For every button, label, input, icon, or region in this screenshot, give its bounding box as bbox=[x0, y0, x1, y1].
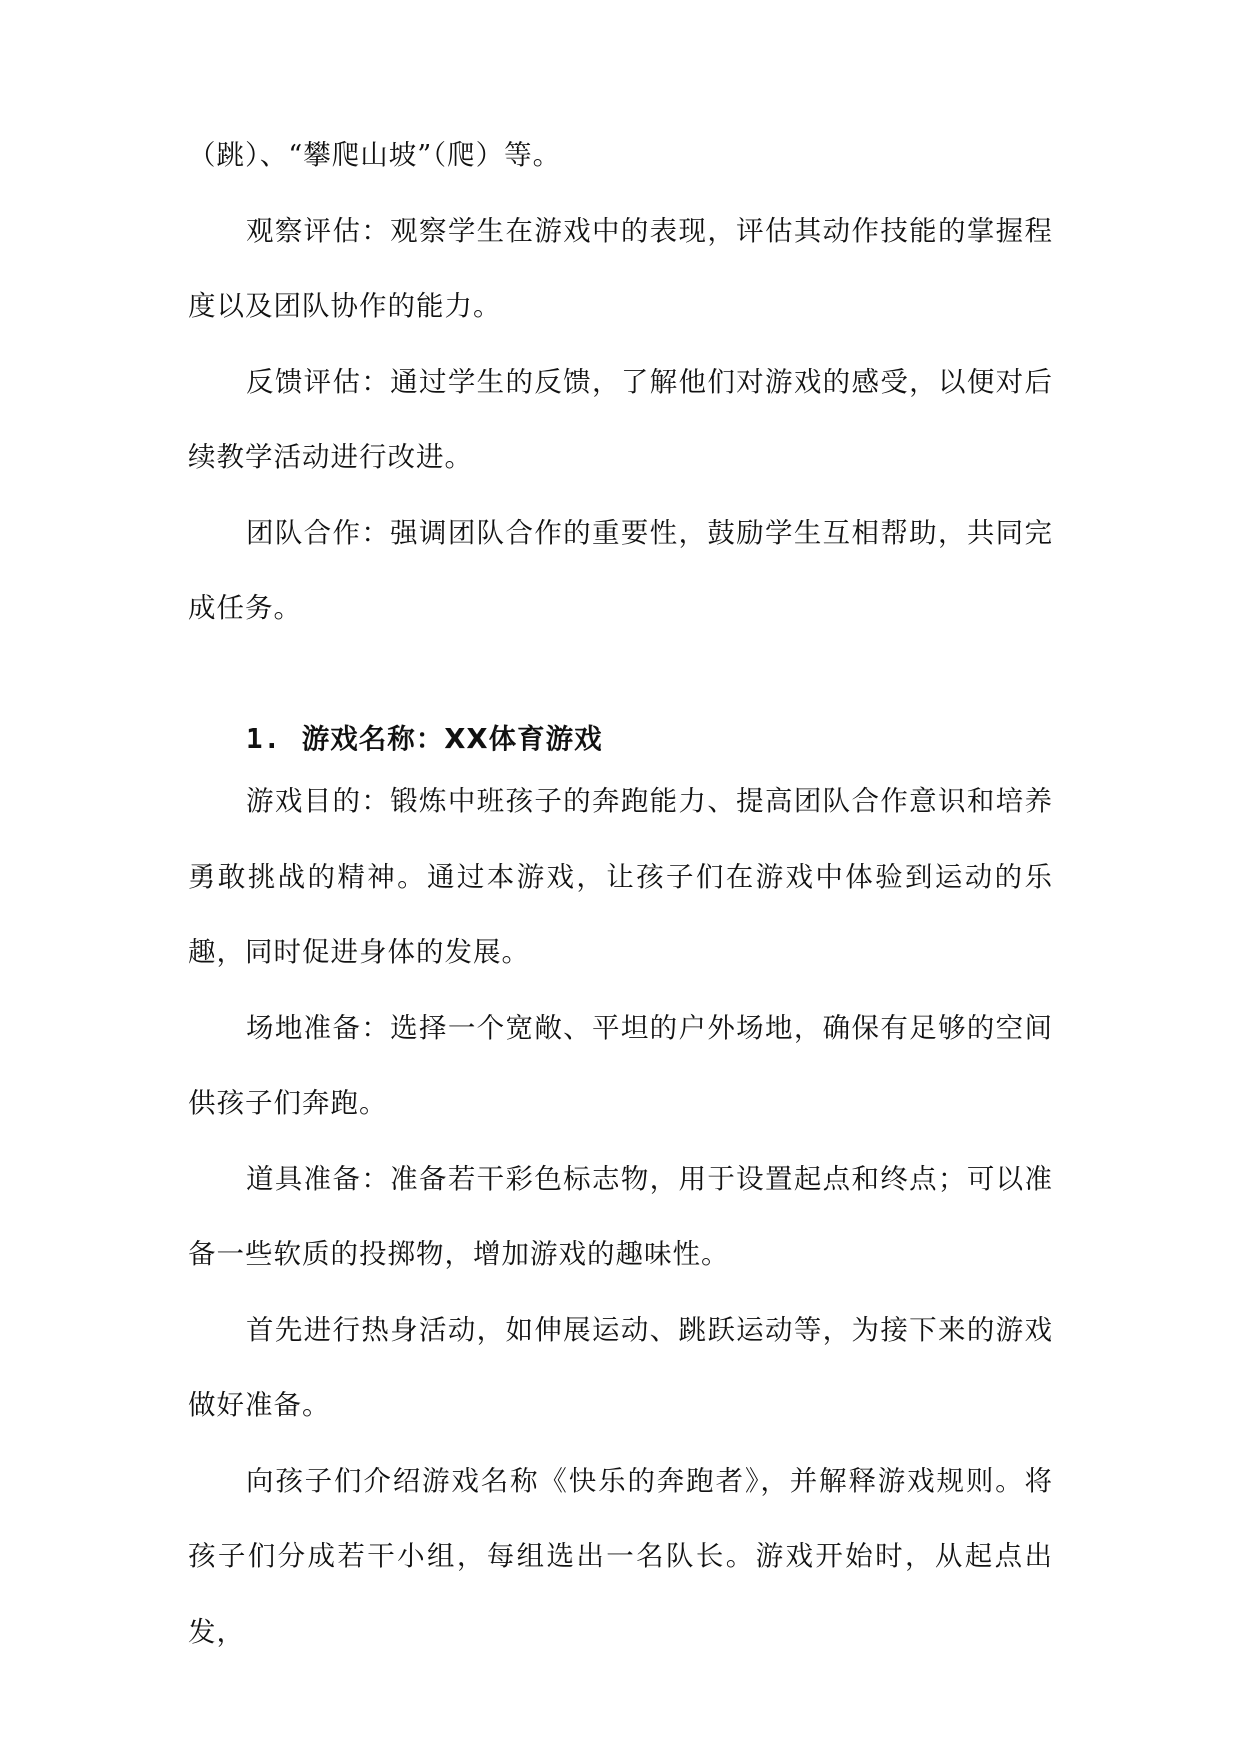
paragraph-game-purpose: 游戏目的：锻炼中班孩子的奔跑能力、提高团队合作意识和培养勇敢挑战的精神。通过本游戏，让孩子们在游戏中体验到运动的乐趣，同时促进身体的发展。 bbox=[188, 785, 1053, 968]
paragraph-game-introduction: 向孩子们介绍游戏名称《快乐的奔跑者》，并解释游戏规则。将孩子们分成若干小组，每组选出一名队长。游戏开始时，从起点出发， bbox=[188, 1464, 1053, 1648]
paragraph-props-preparation: 道具准备：准备若干彩色标志物，用于设置起点和终点；可以准备一些软质的投掷物，增加游戏的趣味性。 bbox=[188, 1162, 1053, 1270]
heading-number: 1. bbox=[246, 723, 282, 755]
paragraph-warmup: 首先进行热身活动，如伸展运动、跳跃运动等，为接下来的游戏做好准备。 bbox=[188, 1313, 1053, 1421]
heading-title: 游戏名称：XX体育游戏 bbox=[301, 723, 603, 755]
text-section-evaluation bbox=[188, 118, 1053, 647]
paragraph-teamwork: 团队合作：强调团队合作的重要性，鼓励学生互相帮助，共同完成任务。 bbox=[188, 516, 1053, 624]
paragraph-venue-preparation: 场地准备：选择一个宽敞、平坦的户外场地，确保有足够的空间供孩子们奔跑。 bbox=[188, 1011, 1053, 1119]
text-section-game bbox=[188, 764, 1053, 1670]
paragraph-continuation: （跳）、“攀爬山坡”（爬）等。 bbox=[188, 139, 562, 171]
paragraph-feedback-evaluation: 反馈评估：通过学生的反馈，了解他们对游戏的感受，以便对后续教学活动进行改进。 bbox=[188, 365, 1053, 473]
paragraph-observation-evaluation: 观察评估：观察学生在游戏中的表现，评估其动作技能的掌握程度以及团队协作的能力。 bbox=[188, 214, 1053, 322]
